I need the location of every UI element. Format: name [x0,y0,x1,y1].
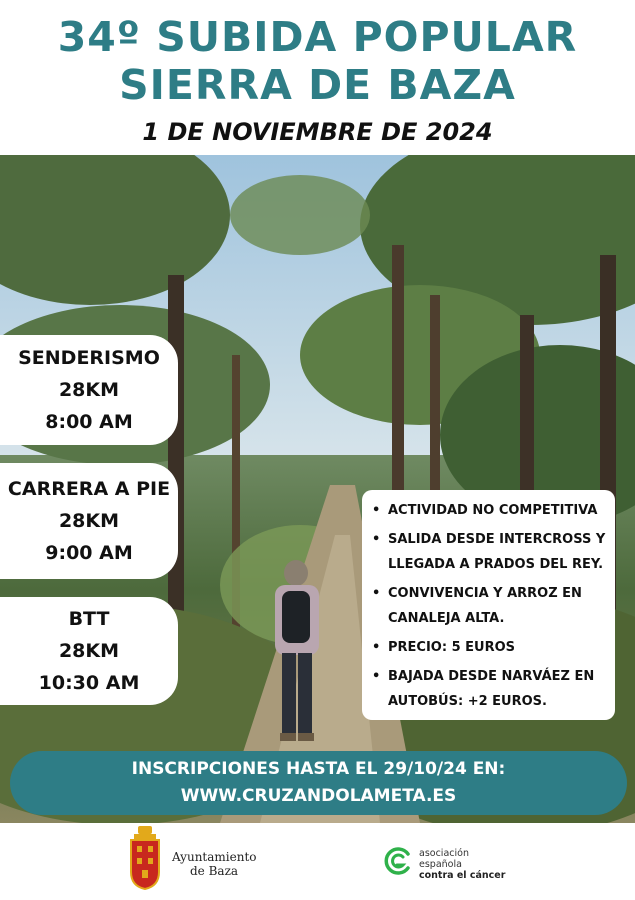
bullet-icon: • [372,669,381,684]
registration-deadline: INSCRIPCIONES HASTA EL 29/10/24 EN: [131,759,506,779]
event-distance: 28KM [58,379,120,401]
aecc-logo-text: asociación española contra el cáncer [419,848,506,881]
info-item: • PRECIO: 5 EUROS [372,635,611,660]
event-name: BTT [68,608,110,630]
event-time: 8:00 AM [45,411,133,433]
event-card-senderismo [0,335,178,445]
info-list [372,498,611,714]
event-name: SENDERISMO [18,347,160,369]
aecc-logo-icon [383,846,413,876]
registration-url[interactable]: WWW.CRUZANDOLAMETA.ES [180,786,457,806]
bullet-icon: • [372,586,381,601]
registration-banner [10,751,627,815]
ayuntamiento-logo-text: Ayuntamiento de Baza [172,850,257,878]
info-box [362,490,615,720]
event-time: 9:00 AM [45,542,133,564]
event-date: 1 DE NOVIEMBRE DE 2024 [142,118,493,146]
bullet-icon: • [372,503,381,518]
event-time: 10:30 AM [38,672,140,694]
info-item: • SALIDA DESDE INTERCROSS Y LLEGADA A PRADOS DEL REY. [372,527,611,577]
info-item: • ACTIVIDAD NO COMPETITIVA [372,498,611,523]
event-card-carrera [0,463,178,579]
poster-title-line-1: 34º SUBIDA POPULAR [57,13,578,61]
baza-coat-of-arms-icon [128,826,162,890]
info-item: • BAJADA DESDE NARVÁEZ EN AUTOBÚS: +2 EUROS. [372,664,611,714]
bullet-icon: • [372,532,381,547]
event-card-btt [0,597,178,705]
event-distance: 28KM [58,640,120,662]
event-distance: 28KM [58,510,120,532]
info-item: • CONVIVENCIA Y ARROZ EN CANALEJA ALTA. [372,581,611,631]
poster-title-line-2: SIERRA DE BAZA [119,61,516,109]
event-name: CARRERA A PIE [7,478,171,500]
bullet-icon: • [372,640,381,655]
